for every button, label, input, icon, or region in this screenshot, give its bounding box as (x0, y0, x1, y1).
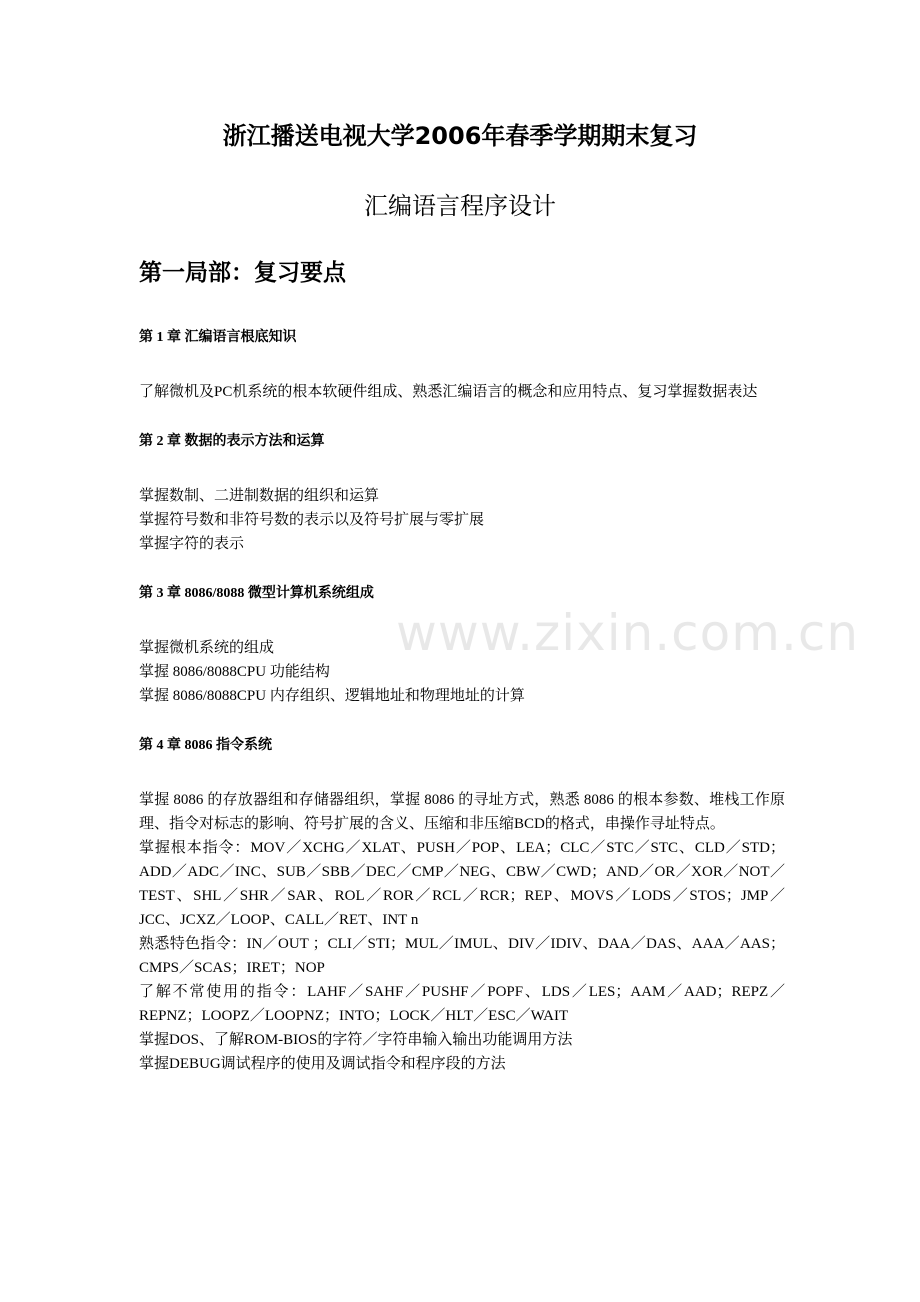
chapter-1-section (139, 326, 785, 404)
chapter-4-paragraph: 了解不常使用的指令：LAHF／SAHF／PUSHF／POPF、LDS／LES；AAM／AAD；REPZ／REPNZ；LOOPZ／LOOPNZ；INTO；LOCK／HLT／ESC／WAIT (139, 984, 785, 1024)
chapter-2-heading: 第 2 章 数据的表示方法和运算 (139, 434, 325, 449)
chapter-4-section (139, 734, 785, 1076)
chapter-4-paragraph: 熟悉特色指令：IN／OUT ；CLI／STI；MUL／IMUL、DIV／IDIV、DAA／DAS、AAA／AAS；CMPS／SCAS；IRET；NOP (139, 936, 785, 976)
chapter-3-line: 掌握微机系统的组成 (139, 640, 275, 656)
chapter-4-line: 掌握DOS、了解ROM-BIOS的字符／字符串输入输出功能调用方法 (139, 1032, 573, 1048)
document-title: 浙江播送电视大学2006年春季学期期末复习 (222, 122, 698, 150)
chapter-4-paragraph: 掌握根本指令：MOV／XCHG／XLAT、PUSH／POP、LEA；CLC／STC／STC、CLD／STD；ADD／ADC／INC、SUB／SBB／DEC／CMP／NEG、CBW／CWD；AND／OR／XOR／NOT／TEST、SHL／SHR／SAR、ROL／ROR／RCL／RCR；REP、MOVS／LODS／STOS；JMP／JCC、JCXZ／LOOP、CALL／RET、INT n (139, 840, 785, 928)
chapter-1-paragraph: 了解微机及PC机系统的根本软硬件组成、熟悉汇编语言的概念和应用特点、复习掌握数据表达 (139, 384, 758, 400)
chapter-4-line: 掌握DEBUG调试程序的使用及调试指令和程序段的方法 (139, 1056, 506, 1072)
chapter-3-section (139, 582, 785, 708)
part-heading: 第一局部：复习要点 (139, 260, 346, 286)
document-body (139, 326, 785, 1076)
chapter-2-line: 掌握数制、二进制数据的组织和运算 (139, 488, 380, 504)
document-subtitle: 汇编语言程序设计 (364, 192, 556, 220)
chapter-2-line: 掌握字符的表示 (139, 536, 245, 552)
chapter-2-section (139, 430, 785, 556)
chapter-1-heading: 第 1 章 汇编语言根底知识 (139, 330, 297, 345)
chapter-3-heading: 第 3 章 8086/8088 微型计算机系统组成 (139, 586, 374, 601)
chapter-4-heading: 第 4 章 8086 指令系统 (139, 738, 272, 753)
chapter-2-line: 掌握符号数和非符号数的表示以及符号扩展与零扩展 (139, 512, 485, 528)
chapter-3-line: 掌握 8086/8088CPU 功能结构 (139, 664, 330, 680)
chapter-4-paragraph: 掌握 8086 的存放器组和存储器组织，掌握 8086 的寻址方式，熟悉 8086 的根本参数、堆栈工作原理、指令对标志的影响、符号扩展的含义、压缩和非压缩BCD的格式，串操作寻址特点。 (139, 792, 785, 832)
watermark: www.zixin.com.cn (396, 604, 860, 662)
chapter-3-line: 掌握 8086/8088CPU 内存组织、逻辑地址和物理地址的计算 (139, 688, 525, 704)
